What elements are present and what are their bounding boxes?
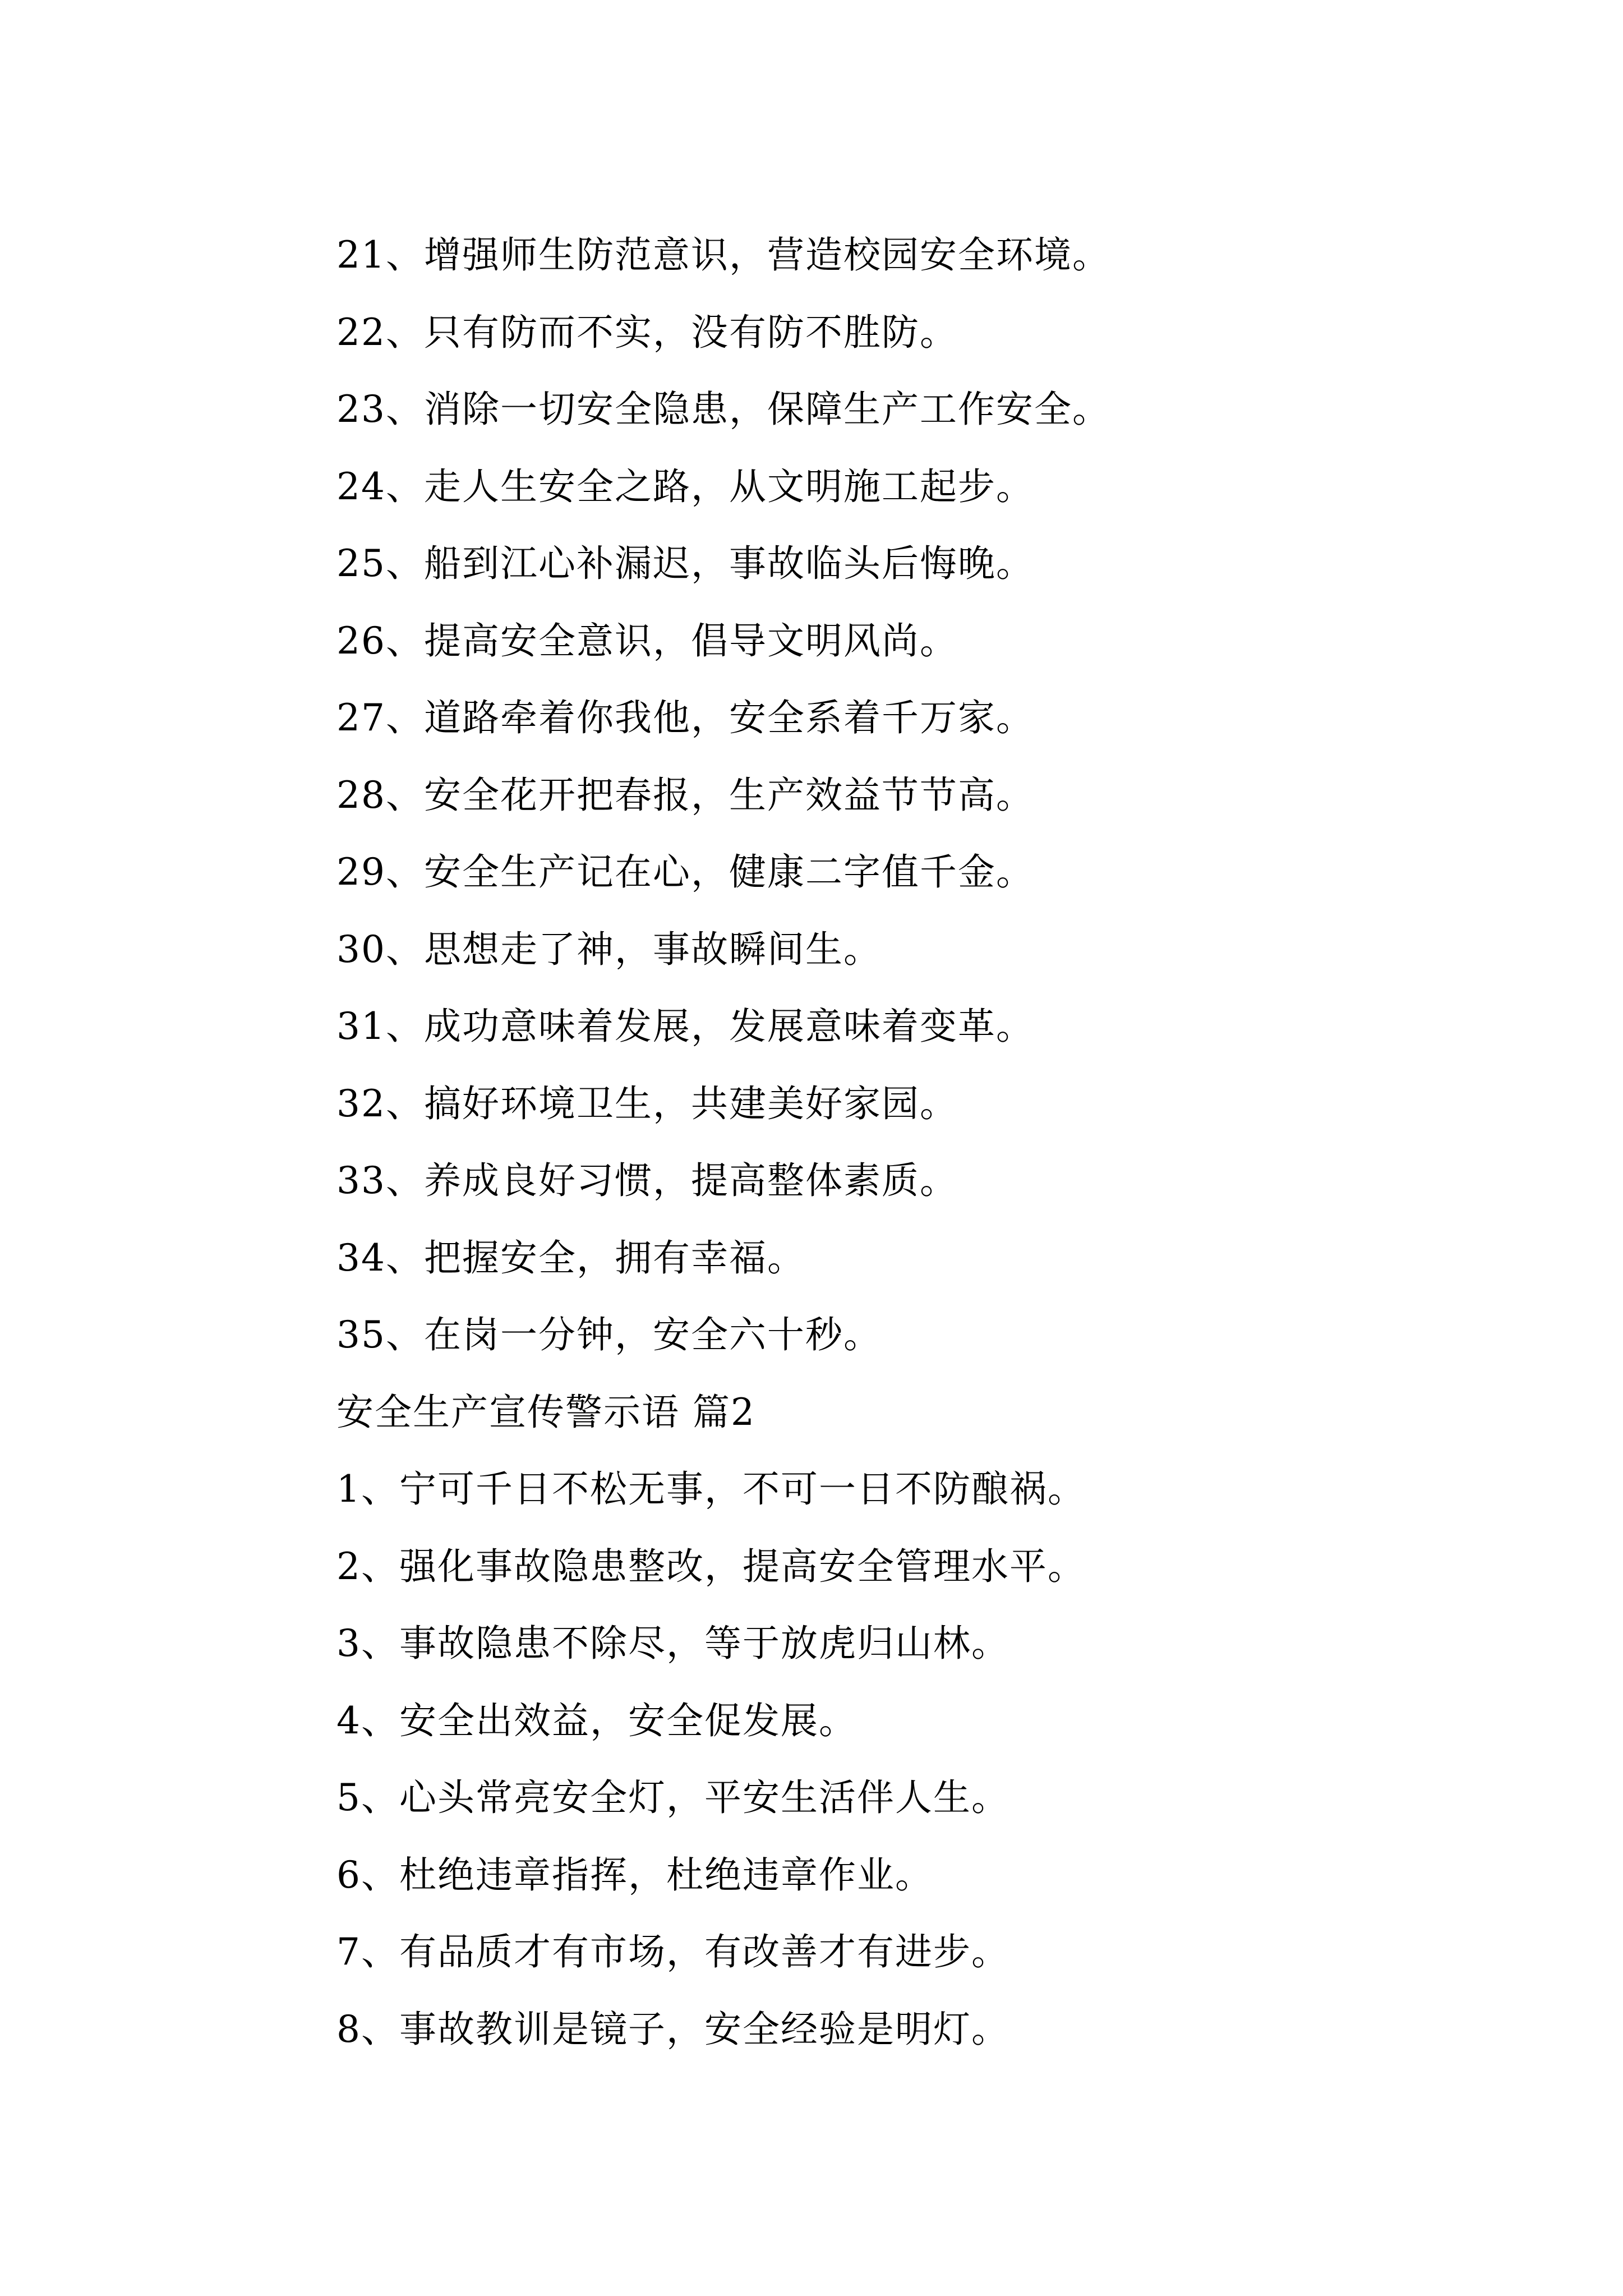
slogan-line: 29、安全生产记在心，健康二字值千金。 xyxy=(336,850,1034,894)
slogan-line: 30、思想走了神，事故瞬间生。 xyxy=(336,927,882,971)
slogan-line: 8、事故教训是镜子，安全经验是明灯。 xyxy=(336,2007,1009,2051)
section-heading: 安全生产宣传警示语 篇2 xyxy=(336,1390,755,1434)
slogan-line: 21、增强师生防范意识，营造校园安全环境。 xyxy=(336,233,1110,277)
slogan-line: 25、船到江心补漏迟，事故临头后悔晚。 xyxy=(336,542,1034,585)
slogan-line: 4、安全出效益，安全促发展。 xyxy=(336,1699,857,1742)
slogan-line: 27、道路牵着你我他，安全系着千万家。 xyxy=(336,696,1034,739)
slogan-line: 7、有品质才有市场，有改善才有进步。 xyxy=(336,1930,1009,1973)
slogan-line: 31、成功意味着发展，发展意味着变革。 xyxy=(336,1005,1034,1048)
slogan-line: 26、提高安全意识，倡导文明风尚。 xyxy=(336,619,958,662)
slogan-line: 6、杜绝违章指挥，杜绝违章作业。 xyxy=(336,1853,933,1897)
slogan-line: 2、强化事故隐患整改，提高安全管理水平。 xyxy=(336,1544,1086,1588)
slogan-line: 24、走人生安全之路，从文明施工起步。 xyxy=(336,464,1034,508)
slogan-line: 3、事故隐患不除尽，等于放虎归山林。 xyxy=(336,1622,1009,1665)
slogan-line: 35、在岗一分钟，安全六十秒。 xyxy=(336,1313,882,1356)
slogan-line: 33、养成良好习惯，提高整体素质。 xyxy=(336,1159,958,1202)
slogan-line: 32、搞好环境卫生，共建美好家园。 xyxy=(336,1082,958,1125)
slogan-line: 23、消除一切安全隐患，保障生产工作安全。 xyxy=(336,388,1110,431)
slogan-line: 28、安全花开把春报，生产效益节节高。 xyxy=(336,773,1034,817)
slogan-line: 34、把握安全，拥有幸福。 xyxy=(336,1236,805,1280)
document-body xyxy=(336,217,1458,2068)
slogan-line: 1、宁可千日不松无事，不可一日不防酿祸。 xyxy=(336,1467,1086,1511)
slogan-line: 22、只有防而不实，没有防不胜防。 xyxy=(336,310,958,354)
slogan-line: 5、心头常亮安全灯，平安生活伴人生。 xyxy=(336,1776,1009,1819)
